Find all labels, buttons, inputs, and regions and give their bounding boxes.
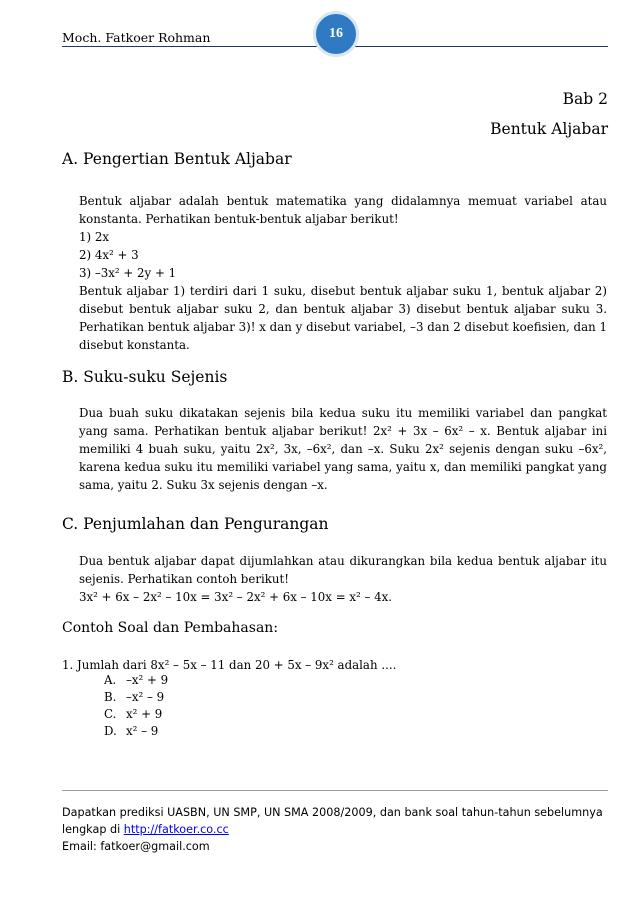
- example-1: 1) 2x: [79, 230, 110, 244]
- section-a-title: A. Pengertian Bentuk Aljabar: [62, 150, 292, 168]
- question-1: 1. Jumlah dari 8x² – 5x – 11 dan 20 + 5x – 9x² adalah ....: [62, 658, 397, 672]
- footer-email: Email: fatkoer@gmail.com: [62, 840, 210, 853]
- option-d: D. x² – 9: [104, 724, 159, 738]
- section-c-title: C. Penjumlahan dan Pengurangan: [62, 515, 329, 533]
- footer-rule: [62, 790, 608, 791]
- example-2: 2) 4x² + 3: [79, 248, 139, 262]
- header-author: Moch. Fatkoer Rohman: [62, 30, 211, 45]
- option-c: C. x² + 9: [104, 707, 163, 721]
- section-c-body: [79, 552, 607, 606]
- footer: [62, 804, 603, 855]
- chapter-heading: [490, 84, 608, 144]
- section-c-text: Dua bentuk aljabar dapat dijumlahkan atau dikurangkan bila kedua bentuk aljabar itu sejenis. Perhatikan contoh berikut!: [79, 554, 607, 586]
- website-link[interactable]: http://fatkoer.co.cc: [123, 823, 229, 836]
- answer-options: [104, 672, 168, 740]
- section-a-intro: Bentuk aljabar adalah bentuk matematika yang didalamnya memuat variabel atau konstanta. Perhatikan bentuk-bentuk aljabar berikut!: [79, 194, 607, 226]
- contoh-title: Contoh Soal dan Pembahasan:: [62, 620, 279, 636]
- option-b: B. –x² – 9: [104, 690, 165, 704]
- page-number-badge: 16: [313, 11, 359, 57]
- section-b-text: Dua buah suku dikatakan sejenis bila kedua suku itu memiliki variabel dan pangkat yang sama. Perhatikan bentuk aljabar berikut! 2x² + 3x – 6x² – x. Bentuk aljabar ini memiliki 4 buah suku, yaitu 2x², 3x, –6x², dan –x. Suku 2x² sejenis dengan suku –6x², karena kedua suku itu memiliki variabel yang sama, yaitu x, dan memiliki pangkat yang sama, yaitu 2. Suku 3x sejenis dengan –x.: [79, 406, 607, 492]
- section-a-body: [79, 192, 607, 354]
- footer-line-1: Dapatkan prediksi UASBN, UN SMP, UN SMA 2008/2009, dan bank soal tahun-tahun sebelumnya: [62, 806, 603, 819]
- section-c-example: 3x² + 6x – 2x² – 10x = 3x² – 2x² + 6x – 10x = x² – 4x.: [79, 590, 393, 604]
- section-b-body: [79, 404, 607, 494]
- footer-line-2: lengkap di http://fatkoer.co.cc: [62, 823, 229, 836]
- example-3: 3) –3x² + 2y + 1: [79, 266, 177, 280]
- chapter-title: Bentuk Aljabar: [490, 120, 608, 138]
- chapter-label: Bab 2: [562, 90, 608, 108]
- option-a: A. –x² + 9: [104, 673, 169, 687]
- section-a-explanation: Bentuk aljabar 1) terdiri dari 1 suku, disebut bentuk aljabar suku 1, bentuk aljabar 2) disebut bentuk aljabar suku 2, dan bentuk aljabar 3) disebut bentuk aljabar suku 3. Perhatikan bentuk aljabar 3)! x dan y disebut variabel, –3 dan 2 disebut koefisien, dan 1 disebut konstanta.: [79, 284, 607, 352]
- section-b-title: B. Suku-suku Sejenis: [62, 368, 228, 386]
